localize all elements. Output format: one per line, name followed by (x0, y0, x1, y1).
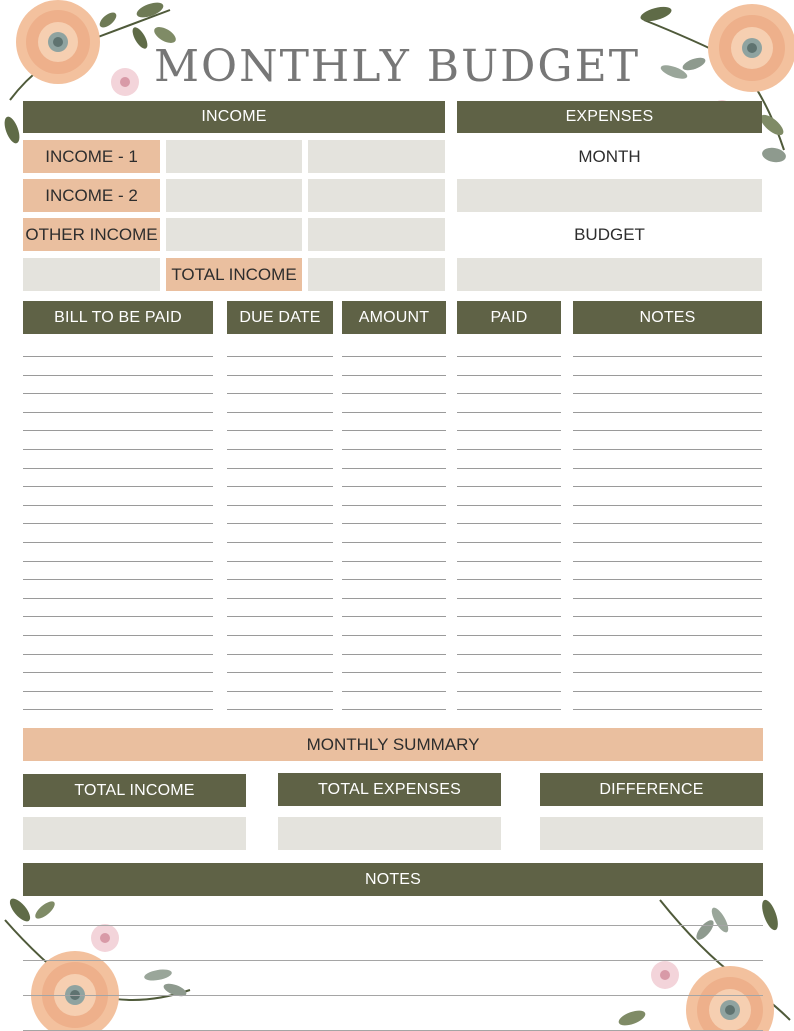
notes-entry-line[interactable] (573, 579, 762, 580)
amount-entry-line[interactable] (342, 709, 446, 710)
notes-entry-line[interactable] (573, 691, 762, 692)
summary-total-income-field[interactable] (23, 817, 246, 850)
paid-entry-line[interactable] (457, 579, 561, 580)
summary-total-expenses-field[interactable] (278, 817, 501, 850)
page-title: MONTHLY BUDGET (153, 40, 641, 92)
due-date-entry-line[interactable] (227, 635, 333, 636)
amount-entry-line[interactable] (342, 561, 446, 562)
paid-entry-line[interactable] (457, 709, 561, 710)
notes-entry-line[interactable] (573, 449, 762, 450)
notes-header: NOTES (23, 863, 763, 896)
notes-entry-line[interactable] (573, 654, 762, 655)
notes-entry-line[interactable] (573, 616, 762, 617)
notes-entry-line[interactable] (573, 356, 762, 357)
bill-entry-line[interactable] (23, 449, 213, 450)
summary-difference-field[interactable] (540, 817, 763, 850)
bill-entry-line[interactable] (23, 523, 213, 524)
col-amount: AMOUNT (342, 301, 446, 334)
amount-entry-line[interactable] (342, 579, 446, 580)
bill-entry-line[interactable] (23, 691, 213, 692)
bill-entry-line[interactable] (23, 393, 213, 394)
paid-entry-line[interactable] (457, 635, 561, 636)
paid-entry-line[interactable] (457, 393, 561, 394)
bill-entry-line[interactable] (23, 542, 213, 543)
amount-entry-line[interactable] (342, 505, 446, 506)
paid-entry-line[interactable] (457, 691, 561, 692)
expenses-header: EXPENSES (457, 101, 762, 133)
notes-entry-line[interactable] (573, 709, 762, 710)
notes-entry-line[interactable] (573, 561, 762, 562)
amount-entry-line[interactable] (342, 375, 446, 376)
due-date-entry-line[interactable] (227, 412, 333, 413)
col-bill-to-be-paid: BILL TO BE PAID (23, 301, 213, 334)
due-date-entry-line[interactable] (227, 449, 333, 450)
due-date-entry-line[interactable] (227, 430, 333, 431)
amount-entry-line[interactable] (342, 542, 446, 543)
amount-entry-line[interactable] (342, 523, 446, 524)
due-date-entry-line[interactable] (227, 579, 333, 580)
due-date-entry-line[interactable] (227, 691, 333, 692)
notes-entry-line[interactable] (573, 375, 762, 376)
due-date-entry-line[interactable] (227, 542, 333, 543)
bill-entry-line[interactable] (23, 579, 213, 580)
summary-total-expenses-label: TOTAL EXPENSES (278, 773, 501, 806)
due-date-entry-line[interactable] (227, 356, 333, 357)
notes-entry-line[interactable] (23, 960, 763, 961)
bill-entry-line[interactable] (23, 635, 213, 636)
summary-difference-label: DIFFERENCE (540, 773, 763, 806)
month-label: MONTH (578, 146, 641, 166)
income-2-field-a[interactable] (166, 179, 302, 212)
due-date-entry-line[interactable] (227, 393, 333, 394)
bill-entry-line[interactable] (23, 468, 213, 469)
total-income-field-left[interactable] (23, 258, 160, 291)
col-paid: PAID (457, 301, 561, 334)
paid-entry-line[interactable] (457, 672, 561, 673)
month-field[interactable] (457, 179, 762, 212)
due-date-entry-line[interactable] (227, 598, 333, 599)
notes-entry-line[interactable] (573, 542, 762, 543)
bill-entry-line[interactable] (23, 616, 213, 617)
other-income-label: OTHER INCOME (23, 218, 160, 251)
bill-entry-line[interactable] (23, 375, 213, 376)
income-2-label: INCOME - 2 (23, 179, 160, 212)
due-date-entry-line[interactable] (227, 672, 333, 673)
bill-entry-line[interactable] (23, 709, 213, 710)
paid-entry-line[interactable] (457, 486, 561, 487)
due-date-entry-line[interactable] (227, 523, 333, 524)
due-date-entry-line[interactable] (227, 616, 333, 617)
paid-entry-line[interactable] (457, 654, 561, 655)
notes-entry-line[interactable] (573, 672, 762, 673)
flower-bottom-right-icon (620, 890, 794, 1028)
due-date-entry-line[interactable] (227, 654, 333, 655)
paid-entry-line[interactable] (457, 356, 561, 357)
notes-entry-line[interactable] (573, 468, 762, 469)
bill-entry-line[interactable] (23, 356, 213, 357)
notes-entry-line[interactable] (573, 393, 762, 394)
flower-bottom-left-icon (0, 880, 200, 1028)
paid-entry-line[interactable] (457, 468, 561, 469)
paid-entry-line[interactable] (457, 430, 561, 431)
amount-entry-line[interactable] (342, 486, 446, 487)
bill-entry-line[interactable] (23, 598, 213, 599)
bill-entry-line[interactable] (23, 486, 213, 487)
budget-label: BUDGET (574, 224, 645, 244)
due-date-entry-line[interactable] (227, 561, 333, 562)
income-1-field-b[interactable] (308, 140, 445, 173)
due-date-entry-line[interactable] (227, 709, 333, 710)
amount-entry-line[interactable] (342, 616, 446, 617)
notes-entry-line[interactable] (573, 486, 762, 487)
notes-entry-line[interactable] (573, 505, 762, 506)
bill-entry-line[interactable] (23, 505, 213, 506)
notes-entry-line[interactable] (573, 523, 762, 524)
amount-entry-line[interactable] (342, 598, 446, 599)
income-1-field-a[interactable] (166, 140, 302, 173)
bill-entry-line[interactable] (23, 412, 213, 413)
paid-entry-line[interactable] (457, 412, 561, 413)
income-2-field-b[interactable] (308, 179, 445, 212)
income-header: INCOME (23, 101, 445, 133)
amount-entry-line[interactable] (342, 468, 446, 469)
bill-entry-line[interactable] (23, 561, 213, 562)
paid-entry-line[interactable] (457, 561, 561, 562)
total-income-label: TOTAL INCOME (166, 258, 302, 291)
amount-entry-line[interactable] (342, 449, 446, 450)
notes-entry-line[interactable] (573, 598, 762, 599)
notes-entry-line[interactable] (573, 635, 762, 636)
bill-entry-line[interactable] (23, 654, 213, 655)
paid-entry-line[interactable] (457, 375, 561, 376)
summary-total-income-label: TOTAL INCOME (23, 774, 246, 807)
paid-entry-line[interactable] (457, 616, 561, 617)
amount-entry-line[interactable] (342, 393, 446, 394)
bill-entry-line[interactable] (23, 430, 213, 431)
paid-entry-line[interactable] (457, 598, 561, 599)
budget-field[interactable] (457, 258, 762, 291)
total-income-field[interactable] (308, 258, 445, 291)
notes-entry-line[interactable] (23, 995, 763, 996)
amount-entry-line[interactable] (342, 430, 446, 431)
col-due-date: DUE DATE (227, 301, 333, 334)
monthly-summary-header: MONTHLY SUMMARY (23, 728, 763, 761)
due-date-entry-line[interactable] (227, 486, 333, 487)
paid-entry-line[interactable] (457, 449, 561, 450)
amount-entry-line[interactable] (342, 635, 446, 636)
notes-entry-line[interactable] (573, 412, 762, 413)
notes-entry-line[interactable] (23, 925, 763, 926)
col-notes: NOTES (573, 301, 762, 334)
amount-entry-line[interactable] (342, 356, 446, 357)
amount-entry-line[interactable] (342, 654, 446, 655)
other-income-field-b[interactable] (308, 218, 445, 251)
income-1-label: INCOME - 1 (23, 140, 160, 173)
other-income-field-a[interactable] (166, 218, 302, 251)
due-date-entry-line[interactable] (227, 505, 333, 506)
amount-entry-line[interactable] (342, 691, 446, 692)
bill-entry-line[interactable] (23, 672, 213, 673)
due-date-entry-line[interactable] (227, 468, 333, 469)
amount-entry-line[interactable] (342, 672, 446, 673)
due-date-entry-line[interactable] (227, 375, 333, 376)
notes-entry-line[interactable] (573, 430, 762, 431)
amount-entry-line[interactable] (342, 412, 446, 413)
paid-entry-line[interactable] (457, 505, 561, 506)
paid-entry-line[interactable] (457, 523, 561, 524)
paid-entry-line[interactable] (457, 542, 561, 543)
